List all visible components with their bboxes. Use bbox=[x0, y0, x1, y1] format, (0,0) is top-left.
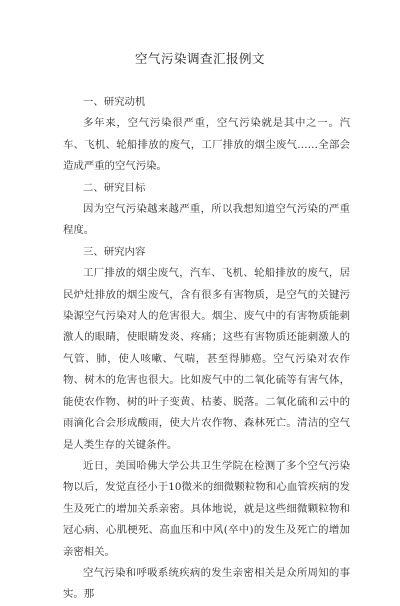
section-heading-content: 三、研究内容 bbox=[83, 245, 146, 258]
paragraph-content-1: 工厂排放的烟尘废气，汽车、飞机、轮船排放的废气，居民炉灶排放的烟尘废气，含有很多有害物质，是空气的关键污染源空气污染对人的危害很大。烟尘、废气中的有害物质能刺激人的眼睛，使眼睛发炎、疼痛；这些有害物质还能刺激人的气管、肺，使人咳嗽、气喘，甚至得肺癌。空气污染对农作物、树木的危害也很大。比如废气中的二氧化硫等有害气体，能使农作物、树的叶子变黄、枯萎、脱落。二氧化硫和云中的雨滴化合会形成酸雨，使大片农作物、森林死亡。清洁的空气是人类生存的关键条件。 bbox=[63, 267, 350, 451]
paragraph-motivation: 多年来，空气污染很严重，空气污染就是其中之一。汽车、飞机、轮船排放的废气，工厂排放的烟尘废气……全部会造成严重的空气污染。 bbox=[63, 117, 350, 173]
paragraph-content-2: 近日，美国哈佛大学公共卫生学院在检测了多个空气污染物以后，发觉直径小于10微米的细微颗粒物和心血管疾病的发生及死亡的增加关系亲密。具体地说，就是这些细微颗粒物和冠心病、心肌梗死、高血压和中风(卒中)的发生及死亡的增加亲密相关。 bbox=[63, 459, 350, 558]
section-heading-goal: 二、研究目标 bbox=[83, 181, 146, 194]
section-heading-motivation: 一、研究动机 bbox=[83, 96, 146, 108]
paragraph-content-3: 空气污染和呼吸系统疾病的发生亲密相关是众所周知的事实。那 bbox=[63, 566, 350, 601]
paragraph-goal: 因为空气污染越来越严重，所以我想知道空气污染的严重程度。 bbox=[63, 203, 350, 237]
document-body bbox=[63, 92, 350, 606]
document-title: 空气污染调查汇报例文 bbox=[134, 51, 265, 66]
